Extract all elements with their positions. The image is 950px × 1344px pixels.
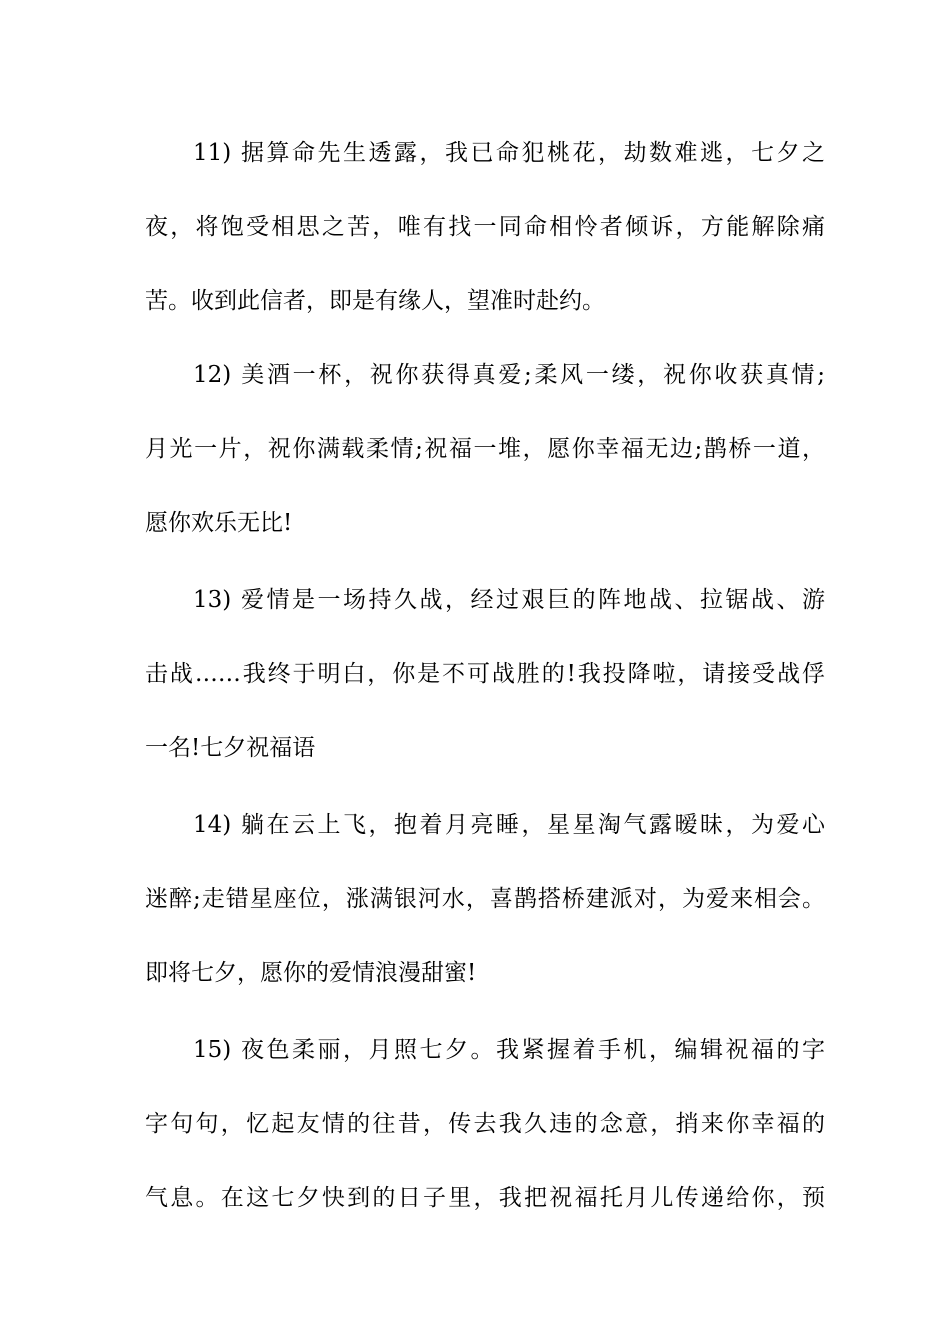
paragraph-12-line-3: 愿你欢乐无比! [145, 510, 293, 536]
paragraph-12-line-1: 12) 美酒一杯，祝你获得真爱;柔风一缕，祝你收获真情; [193, 362, 825, 388]
paragraph-15-line-1: 15) 夜色柔丽，月照七夕。我紧握着手机，编辑祝福的字 [193, 1037, 825, 1063]
paragraph-11-line-1: 11) 据算命先生透露，我已命犯桃花，劫数难逃，七夕之 [193, 140, 825, 166]
paragraph-13-line-2: 击战……我终于明白，你是不可战胜的!我投降啦，请接受战俘 [145, 661, 825, 687]
paragraph-11-line-3: 苦。收到此信者，即是有缘人，望准时赴约。 [145, 288, 605, 314]
paragraph-14-line-1: 14) 躺在云上飞，抱着月亮睡，星星淘气露暧昧，为爱心 [193, 812, 825, 838]
paragraph-12-line-2: 月光一片，祝你满载柔情;祝福一堆，愿你幸福无边;鹊桥一道， [145, 436, 825, 462]
paragraph-14-line-2: 迷醉;走错星座位，涨满银河水，喜鹊搭桥建派对，为爱来相会。 [145, 886, 825, 912]
paragraph-15-line-3: 气息。在这七夕快到的日子里，我把祝福托月儿传递给你，预 [145, 1185, 825, 1211]
paragraph-14-line-3: 即将七夕，愿你的爱情浪漫甜蜜! [145, 960, 477, 986]
paragraph-13-line-1: 13) 爱情是一场持久战，经过艰巨的阵地战、拉锯战、游 [193, 587, 825, 613]
paragraph-11-line-2: 夜，将饱受相思之苦，唯有找一同命相怜者倾诉，方能解除痛 [145, 214, 825, 240]
paragraph-13-line-3: 一名!七夕祝福语 [145, 735, 316, 761]
paragraph-15-line-2: 字句句，忆起友情的往昔，传去我久违的念意，捎来你幸福的 [145, 1111, 825, 1137]
